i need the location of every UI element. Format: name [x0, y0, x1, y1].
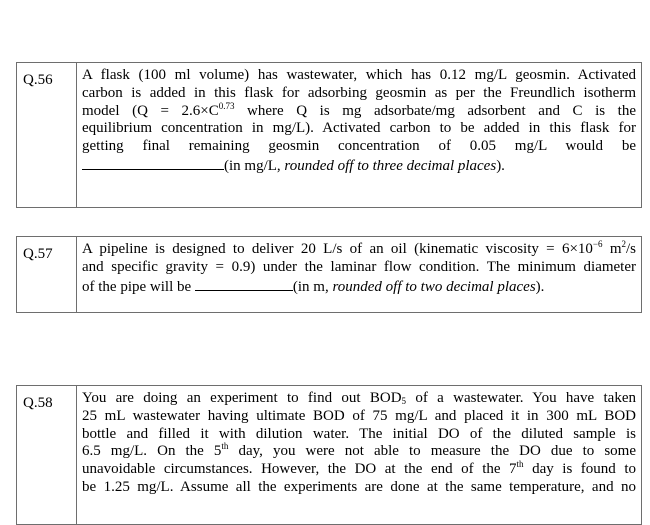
text-line: of the pipe will be (in m, rounded off to two decimal places).	[82, 278, 545, 295]
text-line: 6.5 mg/L. On the 5th day, you were not able to measure the DO due to some	[82, 441, 636, 460]
question-box-q58	[16, 385, 642, 525]
text-line: and specific gravity = 0.9) under the laminar flow condition. The minimum diameter	[82, 258, 636, 275]
question-text	[77, 386, 641, 524]
text-line: model ($Q = 2.6\times C^{0.73}$ where Q is mg adsorbate/mg adsorbent and C is the	[82, 100, 637, 119]
text-line: unavoidable circumstances. However, the DO at the end of the 7th day is found to	[82, 459, 636, 478]
question-number: Q.58	[17, 386, 77, 524]
text-line: You are doing an experiment to find out $BOD_5$ of a wastewater. You have taken	[82, 390, 636, 406]
text-line: equilibrium concentration in mg/L). Activated carbon to be added in this flask for	[82, 120, 636, 137]
question-number: Q.56	[17, 63, 77, 207]
text-line: bottle and filled it with dilution water. The initial DO of the diluted sample is	[82, 425, 636, 442]
text-line: 25 mL wastewater having ultimate BOD of 75 mg/L and placed it in 300 mL BOD	[82, 407, 636, 424]
question-box-q56	[16, 62, 642, 208]
text-line: A pipeline is designed to deliver 20 L/s of an oil (kinematic viscosity = $6\times 10^{-6}$ $m^2/s$	[82, 239, 636, 257]
text-line: be 1.25 mg/L. Assume all the experiments are done at the same temperature, and no	[82, 478, 636, 495]
answer-blank[interactable]	[195, 277, 293, 291]
answer-blank[interactable]	[82, 156, 224, 170]
question-number: Q.57	[17, 237, 77, 312]
text-line: getting final remaining geosmin concentration of 0.05 mg/L would be	[82, 138, 636, 155]
text-line: (in mg/L, rounded off to three decimal places).	[82, 156, 636, 176]
question-box-q57	[16, 236, 642, 313]
question-text	[77, 63, 641, 207]
text-line: A flask (100 ml volume) has wastewater, which has 0.12 mg/L geosmin. Activated	[82, 67, 636, 83]
text-line: carbon is added in this flask for adsorbing geosmin as per the Freundlich isotherm	[82, 84, 636, 101]
question-text	[77, 237, 641, 312]
